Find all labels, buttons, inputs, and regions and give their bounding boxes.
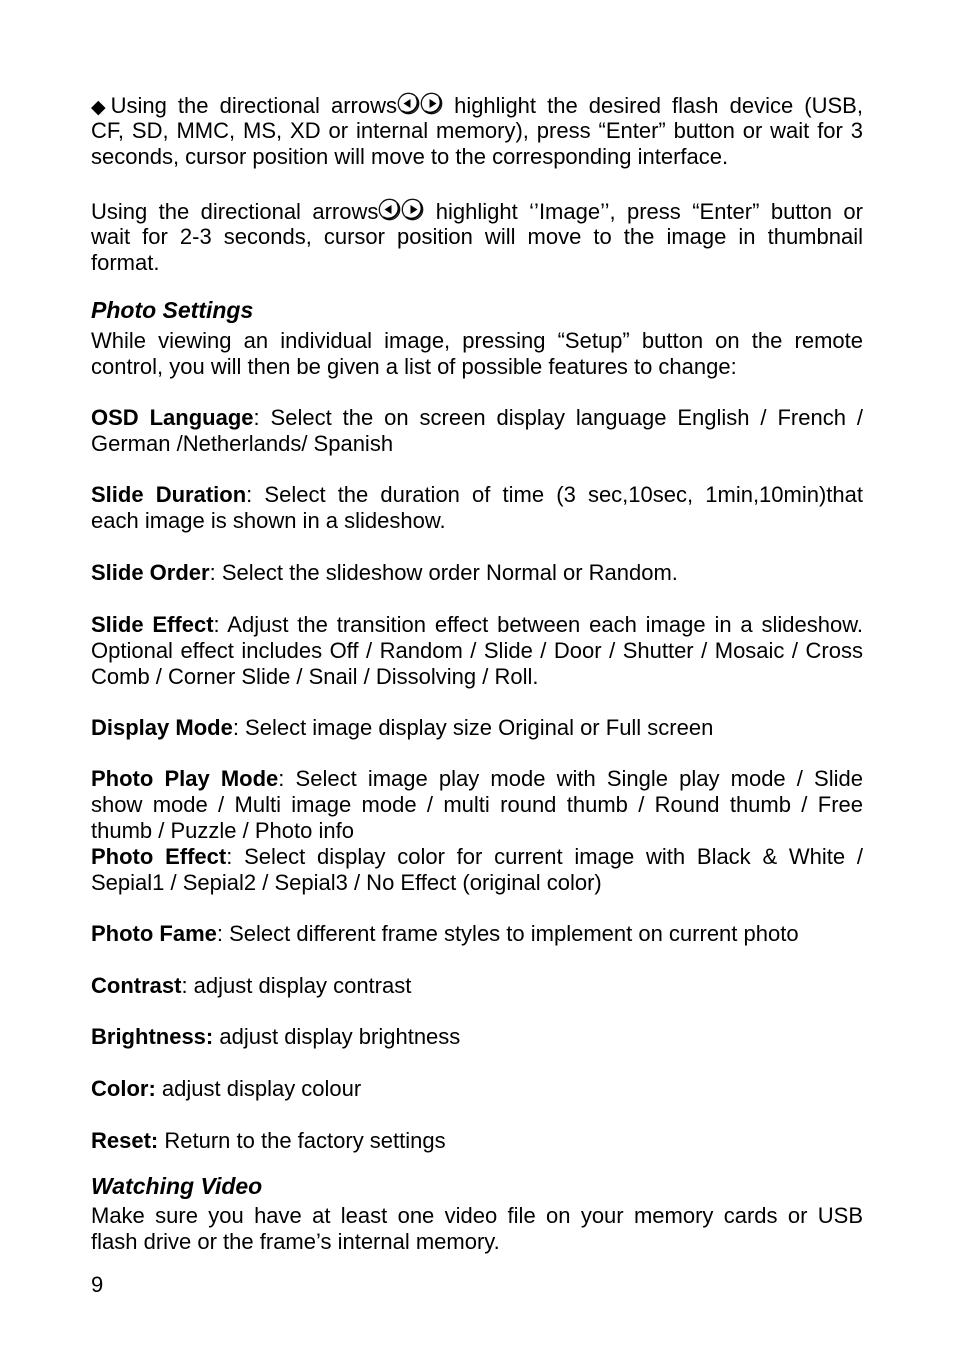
paragraph-line bbox=[91, 921, 863, 947]
paragraph-line: Make sure you have at least one video file on your memory cards or USB bbox=[91, 1203, 863, 1228]
setting-osd-language bbox=[91, 405, 863, 457]
paragraph-watching-video bbox=[91, 1203, 863, 1255]
left-arrow-icon bbox=[378, 198, 401, 221]
setting-color bbox=[91, 1076, 863, 1102]
setting-label: OSD Language bbox=[91, 405, 254, 430]
paragraph-line: wait for 2-3 seconds, cursor position will move to the image in thumbnail bbox=[91, 224, 863, 249]
setting-description: adjust display colour bbox=[161, 1076, 362, 1101]
setting-label: Reset: bbox=[91, 1128, 159, 1153]
text-run: highlight the desired flash device (USB, bbox=[454, 93, 863, 118]
setting-label: Brightness: bbox=[91, 1024, 214, 1049]
paragraph-line: show mode / Multi image mode / multi round thumb / Round thumb / Free bbox=[91, 792, 863, 817]
section-heading-watching-video bbox=[91, 1173, 863, 1199]
paragraph-line: seconds, cursor position will move to the corresponding interface. bbox=[91, 144, 729, 169]
setting-description: : Select image display size Original or Full screen bbox=[232, 715, 714, 740]
setting-contrast bbox=[91, 973, 863, 999]
paragraph-line: flash drive or the frame’s internal memory. bbox=[91, 1229, 500, 1254]
left-arrow-icon bbox=[397, 92, 420, 115]
setting-description: : Adjust the transition effect between each image in a slideshow. bbox=[213, 612, 863, 637]
paragraph-line bbox=[91, 612, 863, 638]
text-run: Using the directional arrows bbox=[110, 93, 397, 118]
setting-label: Photo Effect bbox=[91, 844, 227, 869]
setting-slide-order bbox=[91, 560, 863, 586]
section-heading: Photo Settings bbox=[91, 297, 254, 323]
section-heading: Watching Video bbox=[91, 1173, 263, 1199]
setting-slide-duration bbox=[91, 482, 863, 534]
paragraph-line bbox=[91, 1024, 863, 1050]
setting-label: Slide Duration bbox=[91, 482, 247, 507]
paragraph-line: While viewing an individual image, pressing “Setup” button on the remote bbox=[91, 328, 863, 353]
setting-label: Contrast bbox=[91, 973, 182, 998]
right-arrow-icon bbox=[401, 198, 424, 221]
paragraph-line: German /Netherlands/ Spanish bbox=[91, 431, 394, 456]
paragraph-line bbox=[91, 715, 863, 741]
text-run: Using the directional arrows bbox=[91, 199, 379, 224]
setting-label: Display Mode bbox=[91, 715, 233, 740]
setting-description: : Select the on screen display language English / French / bbox=[253, 405, 863, 430]
paragraph-line: thumb / Puzzle / Photo info bbox=[91, 818, 354, 843]
setting-description: : Select different frame styles to implement on current photo bbox=[216, 921, 799, 946]
setting-description: adjust display brightness bbox=[219, 1024, 461, 1049]
text-run: highlight ‘’Image’’, press “Enter” button or bbox=[435, 199, 863, 224]
paragraph-line: control, you will then be given a list of possible features to change: bbox=[91, 354, 737, 379]
paragraph-line: Comb / Corner Slide / Snail / Dissolving / Roll. bbox=[91, 664, 539, 689]
paragraph-line bbox=[91, 1128, 863, 1154]
paragraph-select-image bbox=[91, 198, 863, 276]
setting-label: Color: bbox=[91, 1076, 156, 1101]
paragraph-line: Sepial1 / Sepial2 / Sepial3 / No Effect (original color) bbox=[91, 870, 602, 895]
paragraph-line: Optional effect includes Off / Random / Slide / Door / Shutter / Mosaic / Cross bbox=[91, 638, 863, 663]
section-heading-photo-settings bbox=[91, 297, 863, 323]
setting-label: Slide Order bbox=[91, 560, 210, 585]
setting-label: Photo Fame bbox=[91, 921, 217, 946]
paragraph-line: each image is shown in a slideshow. bbox=[91, 508, 446, 533]
setting-brightness bbox=[91, 1024, 863, 1050]
paragraph-line: CF, SD, MMC, MS, XD or internal memory), press “Enter” button or wait for 3 bbox=[91, 118, 863, 143]
paragraph-line bbox=[91, 973, 863, 999]
setting-description: : Select display color for current image with Black & White / bbox=[226, 844, 863, 869]
paragraph-line bbox=[91, 198, 863, 224]
setting-photo-effect bbox=[91, 844, 863, 896]
setting-label: Photo Play Mode bbox=[91, 766, 279, 791]
paragraph-line: format. bbox=[91, 250, 160, 275]
page-number-block bbox=[91, 1272, 863, 1298]
bullet-diamond: ◆ bbox=[91, 96, 111, 118]
setting-reset bbox=[91, 1128, 863, 1154]
paragraph-line bbox=[91, 844, 863, 870]
paragraph-select-flash-device bbox=[91, 92, 863, 170]
paragraph-line bbox=[91, 92, 863, 118]
paragraph-line bbox=[91, 1076, 863, 1102]
paragraph-line bbox=[91, 560, 863, 586]
paragraph-line bbox=[91, 482, 863, 508]
paragraph-line bbox=[91, 766, 863, 792]
setting-description: : adjust display contrast bbox=[181, 973, 412, 998]
setting-description: : Select the slideshow order Normal or Random. bbox=[209, 560, 678, 585]
page-number: 9 bbox=[91, 1272, 104, 1297]
right-arrow-icon bbox=[420, 92, 443, 115]
setting-description: Return to the factory settings bbox=[164, 1128, 446, 1153]
setting-slide-effect bbox=[91, 612, 863, 690]
setting-display-mode bbox=[91, 715, 863, 741]
paragraph-line bbox=[91, 405, 863, 431]
setting-photo-frame bbox=[91, 921, 863, 947]
setting-description: : Select image play mode with Single play mode / Slide bbox=[278, 766, 863, 791]
setting-photo-play-mode bbox=[91, 766, 863, 844]
setting-description: : Select the duration of time (3 sec,10sec, 1min,10min)that bbox=[246, 482, 863, 507]
paragraph-photo-settings-intro bbox=[91, 328, 863, 380]
setting-label: Slide Effect bbox=[91, 612, 214, 637]
